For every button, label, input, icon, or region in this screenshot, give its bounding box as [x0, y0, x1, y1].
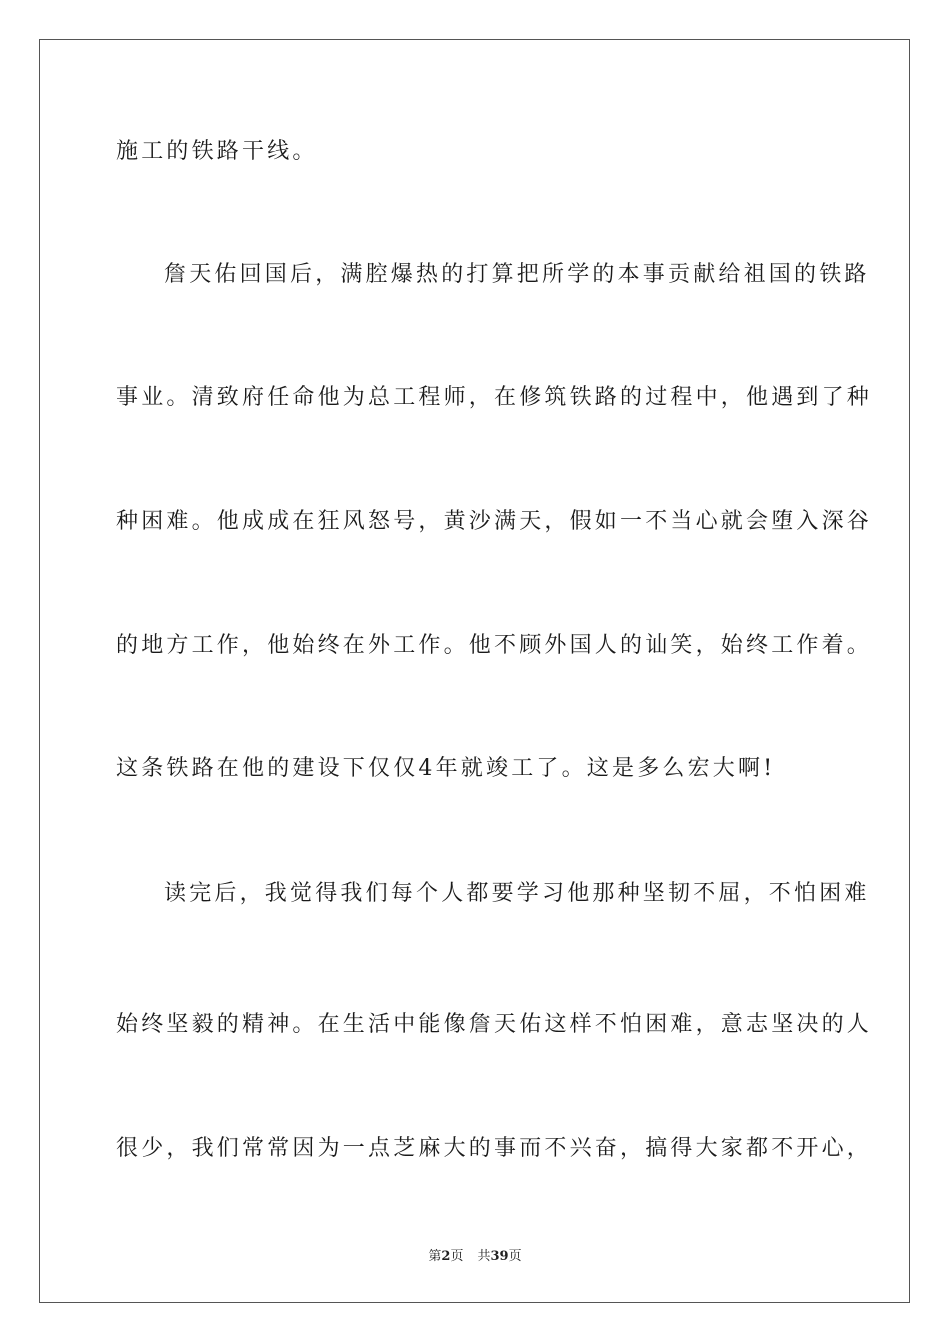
page-footer	[0, 1248, 950, 1266]
total-suffix: 页	[508, 1249, 522, 1264]
text-line-5: 的地方工作，他始终在外工作。他不顾外国人的讪笑，始终工作着。	[116, 633, 873, 658]
text-line-1: 施工的铁路干线。	[116, 139, 318, 164]
text-line-3: 事业。清致府任命他为总工程师，在修筑铁路的过程中，他遇到了种	[116, 385, 873, 410]
text-line-2: 詹天佑回国后，满腔爆热的打算把所学的本事贡献给祖国的铁路	[164, 262, 870, 287]
text-line-7: 读完后，我觉得我们每个人都要学习他那种坚韧不屈，不怕困难	[164, 881, 870, 906]
page-number: 2	[441, 1249, 451, 1264]
text-line-6: 这条铁路在他的建设下仅仅4年就竣工了。这是多么宏大啊!	[116, 756, 776, 781]
text-line-9: 很少，我们常常因为一点芝麻大的事而不兴奋，搞得大家都不开心，	[116, 1136, 873, 1161]
text-line-4: 种困难。他成成在狂风怒号，黄沙满天，假如一不当心就会堕入深谷	[116, 509, 873, 534]
text-line-8: 始终坚毅的精神。在生活中能像詹天佑这样不怕困难，意志坚决的人	[116, 1012, 873, 1037]
page-prefix: 第	[428, 1249, 442, 1264]
page-border	[39, 39, 910, 1303]
page-suffix: 页	[450, 1249, 464, 1264]
total-pages: 39	[490, 1249, 509, 1264]
total-prefix: 共	[477, 1249, 491, 1264]
